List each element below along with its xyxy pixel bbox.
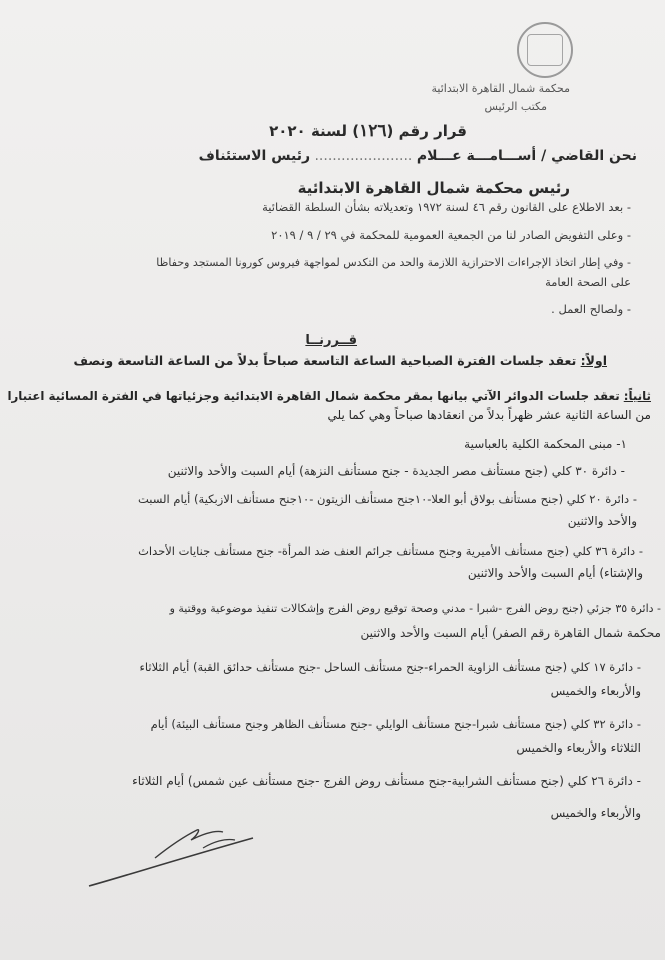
court-emblem-seal [517,22,573,78]
judge-title: رئيس الاستئناف [198,148,311,164]
article-1-label: اولاً: [580,353,607,368]
circuit-line: - دائرة ١٧ كلي (جنح مستأنف الزاوية الحمراء-جنح مستأنف الساحل -جنح مستأنف حدائق القبة) أيام الثلاثاء [139,660,641,674]
circuit-line: والأربعاء والخميس [550,806,641,820]
emblem-icon [527,34,563,66]
circuit-line: محكمة شمال القاهرة رقم الصفر) أيام السبت والأحد والاثنين [360,626,661,640]
judge-line [199,148,637,164]
circuit-line: والأربعاء والخميس [550,684,641,698]
article-1 [73,353,607,368]
decided-heading: قــررنــا [305,333,357,348]
office-name: مكتب الرئيس [484,100,547,113]
decree-number: ١٢٦ [359,121,387,141]
preamble-line: - ولصالح العمل . [551,302,631,316]
article-2-text: تعقد جلسات الدوائر الآتي بيانها بمقر محكمة شمال القاهرة الابتدائية وجزئياتها في الفترة المسائية اعتبارا [7,389,624,403]
president-title: رئيس محكمة شمال القاهرة الابتدائية [297,179,570,197]
preamble-line: - بعد الاطلاع على القانون رقم ٤٦ لسنة ١٩٧٢ وتعديلاته بشأن السلطة القضائية [262,200,631,214]
section-heading: ١- مبنى المحكمة الكلية بالعباسية [464,437,627,451]
judge-dots: ...................... [310,148,417,164]
article-1-text: تعقد جلسات الفترة الصباحية الساعة التاسعة صباحاً بدلاً من الساعة التاسعة ونصف [73,353,581,368]
handwritten-signature [85,818,265,898]
circuit-line: - دائرة ٢٠ كلي (جنح مستأنف بولاق أبو العلا-١٠جنح مستأنف الزيتون -١٠جنح مستأنف الازبكية) أيام السبت [137,492,637,506]
preamble-line: - وفي إطار اتخاذ الإجراءات الاحترازية اللازمة والحد من التكدس لمواجهة فيروس كورونا المستجد وحفاظا [156,256,631,269]
circuit-line: والإشتاء) أيام السبت والأحد والاثنين [467,566,643,580]
circuit-line: - دائرة ٣٦ كلي (جنح مستأنف الأميرية وجنح مستأنف جرائم العنف ضد المرأة- جنح مستأنف جنايات الأحداث [138,544,643,558]
circuit-line: - دائرة ٣٢ كلي (جنح مستأنف شبرا-جنح مستأنف الوايلي -جنح مستأنف الظاهر وجنح مستأنف البيئة) أيام [150,717,641,731]
judge-we: نحن القاضي / [536,148,637,164]
article-2-label: ثانياً: [623,389,651,403]
circuit-line: - دائرة ٣٥ جزئي (جنح روض الفرج -شبرا - مدني وصحة توقيع روض الفرج وإشكالات تنفيذ موضوعية ووقتية و [169,602,661,615]
judge-name: أســـامـــة عـــلام [416,148,537,164]
circuit-line: الثلاثاء والأربعاء والخميس [516,741,641,755]
article-2-line: من الساعة الثانية عشر ظهراً بدلاً من انعقادها صباحاً وهي كما يلي [327,408,651,422]
preamble-line: - وعلى التفويض الصادر لنا من الجمعية العمومية للمحكمة في ٢٩ / ٩ / ٢٠١٩ [271,228,631,242]
decree-title [269,121,467,141]
preamble-line: على الصحة العامة [545,275,631,289]
circuit-line: والأحد والاثنين [567,514,637,528]
decree-prefix: قرار رقم ( [386,122,467,140]
article-2-line [7,389,651,403]
circuit-line: - دائرة ٣٠ كلي (جنح مستأنف مصر الجديدة - جنح مستأنف النزهة) أيام السبت والأحد والاثنين [167,464,625,478]
circuit-line: - دائرة ٢٦ كلي (جنح مستأنف الشرابية-جنح مستأنف روض الفرج -جنح مستأنف عين شمس) أيام الثلاثاء [132,774,641,788]
decree-suffix: ) لسنة ٢٠٢٠ [269,122,360,140]
court-name: محكمة شمال القاهرة الابتدائية [431,82,570,95]
